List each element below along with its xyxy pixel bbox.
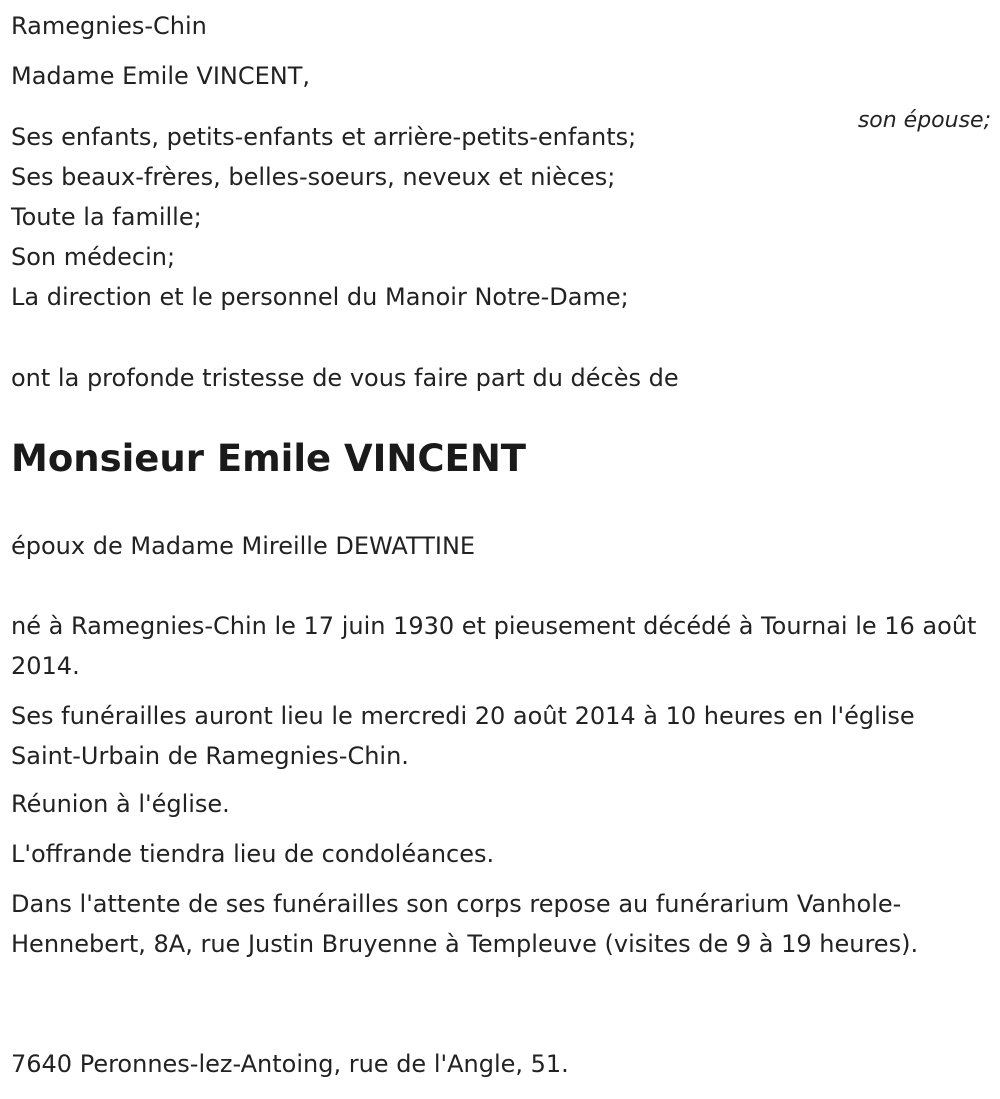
announcement-intro: ont la profonde tristesse de vous faire part du décès de xyxy=(11,364,679,392)
place-name: Ramegnies-Chin xyxy=(11,12,207,40)
funeral-paragraph: Ses funérailles auront lieu le mercredi 20 août 2014 à 10 heures en l'église Saint-Urbain de Ramegnies-Chin. xyxy=(11,702,915,770)
spouse-role: son épouse; xyxy=(857,108,991,133)
family-item: Toute la famille; xyxy=(11,203,202,231)
meeting-paragraph: Réunion à l'église. xyxy=(11,790,230,818)
spouse-of-line: époux de Madame Mireille DEWATTINE xyxy=(11,532,476,560)
rest-paragraph: Dans l'attente de ses funérailles son corps repose au funérarium Vanhole-Hennebert, 8A, rue Justin Bruyenne à Templeuve (visites de 9 à 19 heures). xyxy=(11,890,919,958)
family-address: 7640 Peronnes-lez-Antoing, rue de l'Angle, 51. xyxy=(11,1050,569,1078)
spouse-name: Madame Emile VINCENT, xyxy=(11,62,311,90)
family-item: La direction et le personnel du Manoir Notre-Dame; xyxy=(11,283,629,311)
family-list xyxy=(11,117,636,317)
family-item: Son médecin; xyxy=(11,243,176,271)
birth-death-paragraph: né à Ramegnies-Chin le 17 juin 1930 et pieusement décédé à Tournai le 16 août 2014. xyxy=(11,612,977,680)
offering-paragraph: L'offrande tiendra lieu de condoléances. xyxy=(11,840,495,868)
family-item: Ses beaux-frères, belles-soeurs, neveux et nièces; xyxy=(11,163,616,191)
family-item: Ses enfants, petits-enfants et arrière-petits-enfants; xyxy=(11,123,637,151)
deceased-name: Monsieur Emile VINCENT xyxy=(11,437,527,480)
